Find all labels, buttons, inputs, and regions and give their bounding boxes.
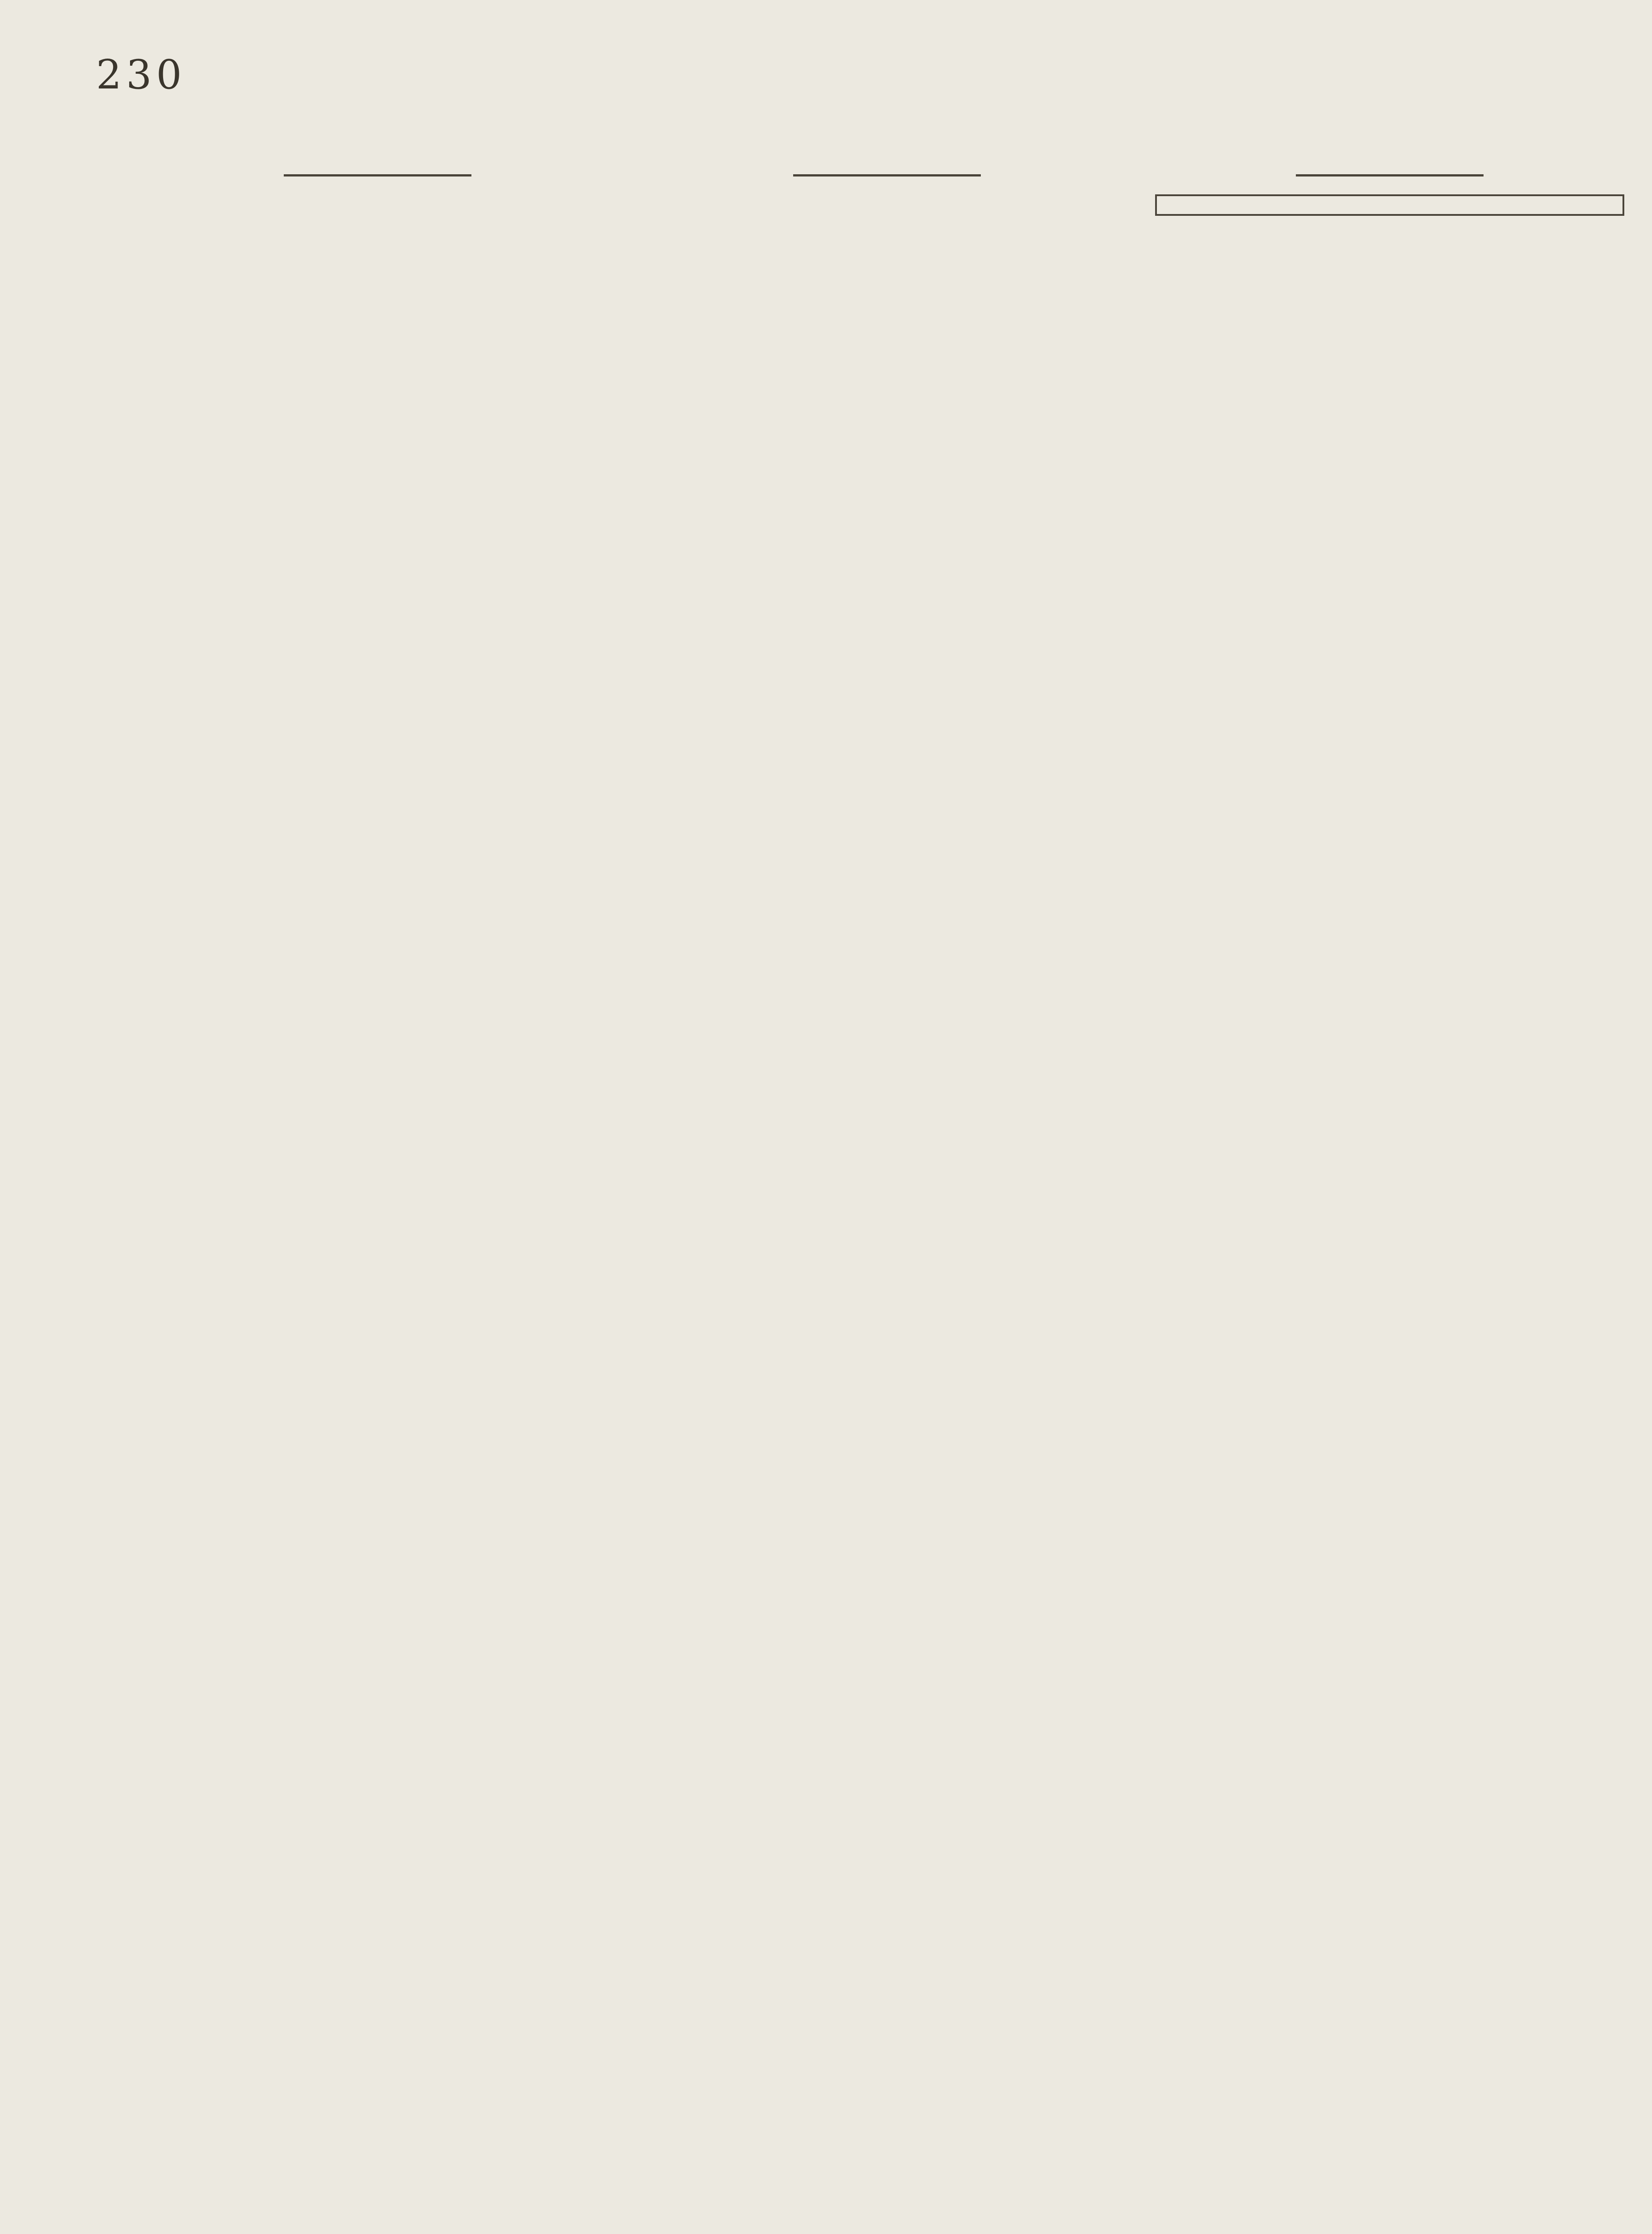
column-rule [793, 174, 981, 176]
column-rule [284, 174, 471, 176]
page-number: 230 [96, 51, 186, 98]
column-rule [1296, 174, 1484, 176]
column-2 [652, 156, 1122, 194]
advertisement-box [1155, 194, 1624, 216]
column-1 [143, 156, 612, 194]
column-3 [1155, 156, 1624, 216]
